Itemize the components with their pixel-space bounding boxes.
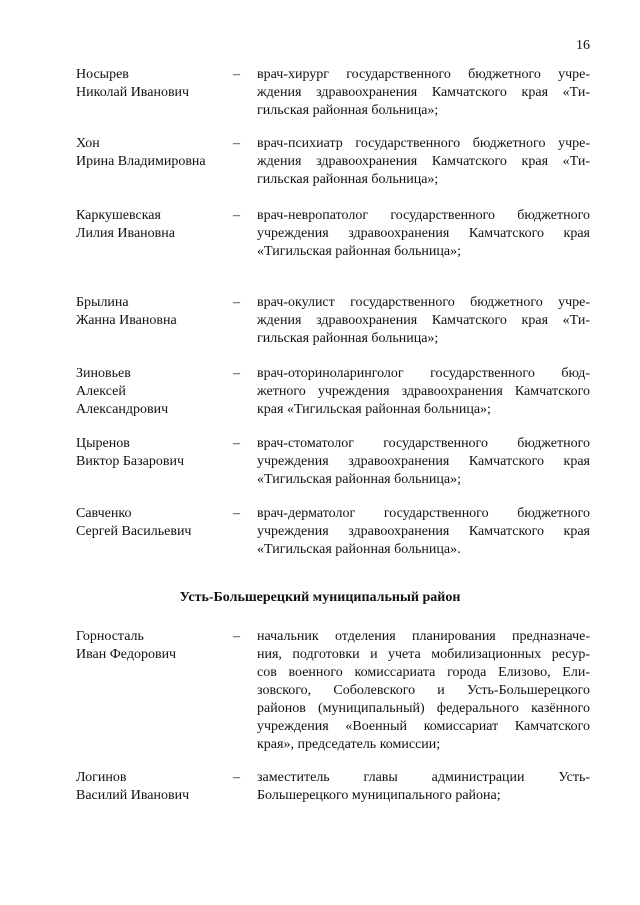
dash: – bbox=[233, 67, 240, 82]
position-description: врач-стоматолог государственного бюджетного учреждения здравоохранения Камчатского края «Тигильская районная больница»; bbox=[257, 436, 590, 487]
person-name: Брылина Жанна Ивановна bbox=[76, 295, 177, 328]
dash: – bbox=[233, 506, 240, 521]
dash: – bbox=[233, 295, 240, 310]
person-name: Носырев Николай Иванович bbox=[76, 67, 190, 100]
position-description: врач-дерматолог государственного бюджетного учреждения здравоохранения Камчатского края «Тигильская районная больница». bbox=[257, 506, 590, 557]
person-name: Савченко Сергей Васильевич bbox=[76, 506, 192, 539]
person-name: Хон Ирина Владимировна bbox=[76, 136, 206, 169]
dash: – bbox=[233, 366, 240, 381]
dash: – bbox=[233, 629, 240, 644]
person-name: Зиновьев Алексей Александрович bbox=[76, 366, 169, 417]
person-name: Каркушевская Лилия Ивановна bbox=[76, 208, 175, 241]
position-description: врач-психиатр государственного бюджетного учре- ждения здравоохранения Камчатского края «Ти- гильская районная больница»; bbox=[257, 136, 590, 187]
position-description: врач-хирург государственного бюджетного учре- ждения здравоохранения Камчатского края «Ти- гильская районная больница»; bbox=[257, 67, 590, 118]
position-description: заместитель главы администрации Усть- Большерецкого муниципального района; bbox=[257, 770, 590, 803]
person-name: Логинов Василий Иванович bbox=[76, 770, 190, 803]
page-number: 16 bbox=[576, 38, 590, 53]
position-description: врач-невропатолог государственного бюджетного учреждения здравоохранения Камчатского края «Тигильская районная больница»; bbox=[257, 208, 590, 259]
person-name: Горносталь Иван Федорович bbox=[76, 629, 177, 662]
section-heading: Усть-Большерецкий муниципальный район bbox=[179, 590, 461, 605]
position-description: врач-окулист государственного бюджетного учре- ждения здравоохранения Камчатского края «Ти- гильская районная больница»; bbox=[257, 295, 590, 346]
dash: – bbox=[233, 208, 240, 223]
position-description: начальник отделения планирования предназначе- ния, подготовки и учета мобилизационных ресур- сов военного комиссариата города Елизово, Ели- зовского, Соболевского и Усть-Большерецкого районов (муниципальный) федерального казённого учреждения «Военный комиссариат Камчатского края», председатель комиссии; bbox=[257, 629, 590, 752]
dash: – bbox=[233, 136, 240, 151]
dash: – bbox=[233, 770, 240, 785]
position-description: врач-оториноларинголог государственного бюд- жетного учреждения здравоохранения Камчатского края «Тигильская районная больница»; bbox=[257, 366, 590, 417]
dash: – bbox=[233, 436, 240, 451]
person-name: Цыренов Виктор Базарович bbox=[76, 436, 185, 469]
